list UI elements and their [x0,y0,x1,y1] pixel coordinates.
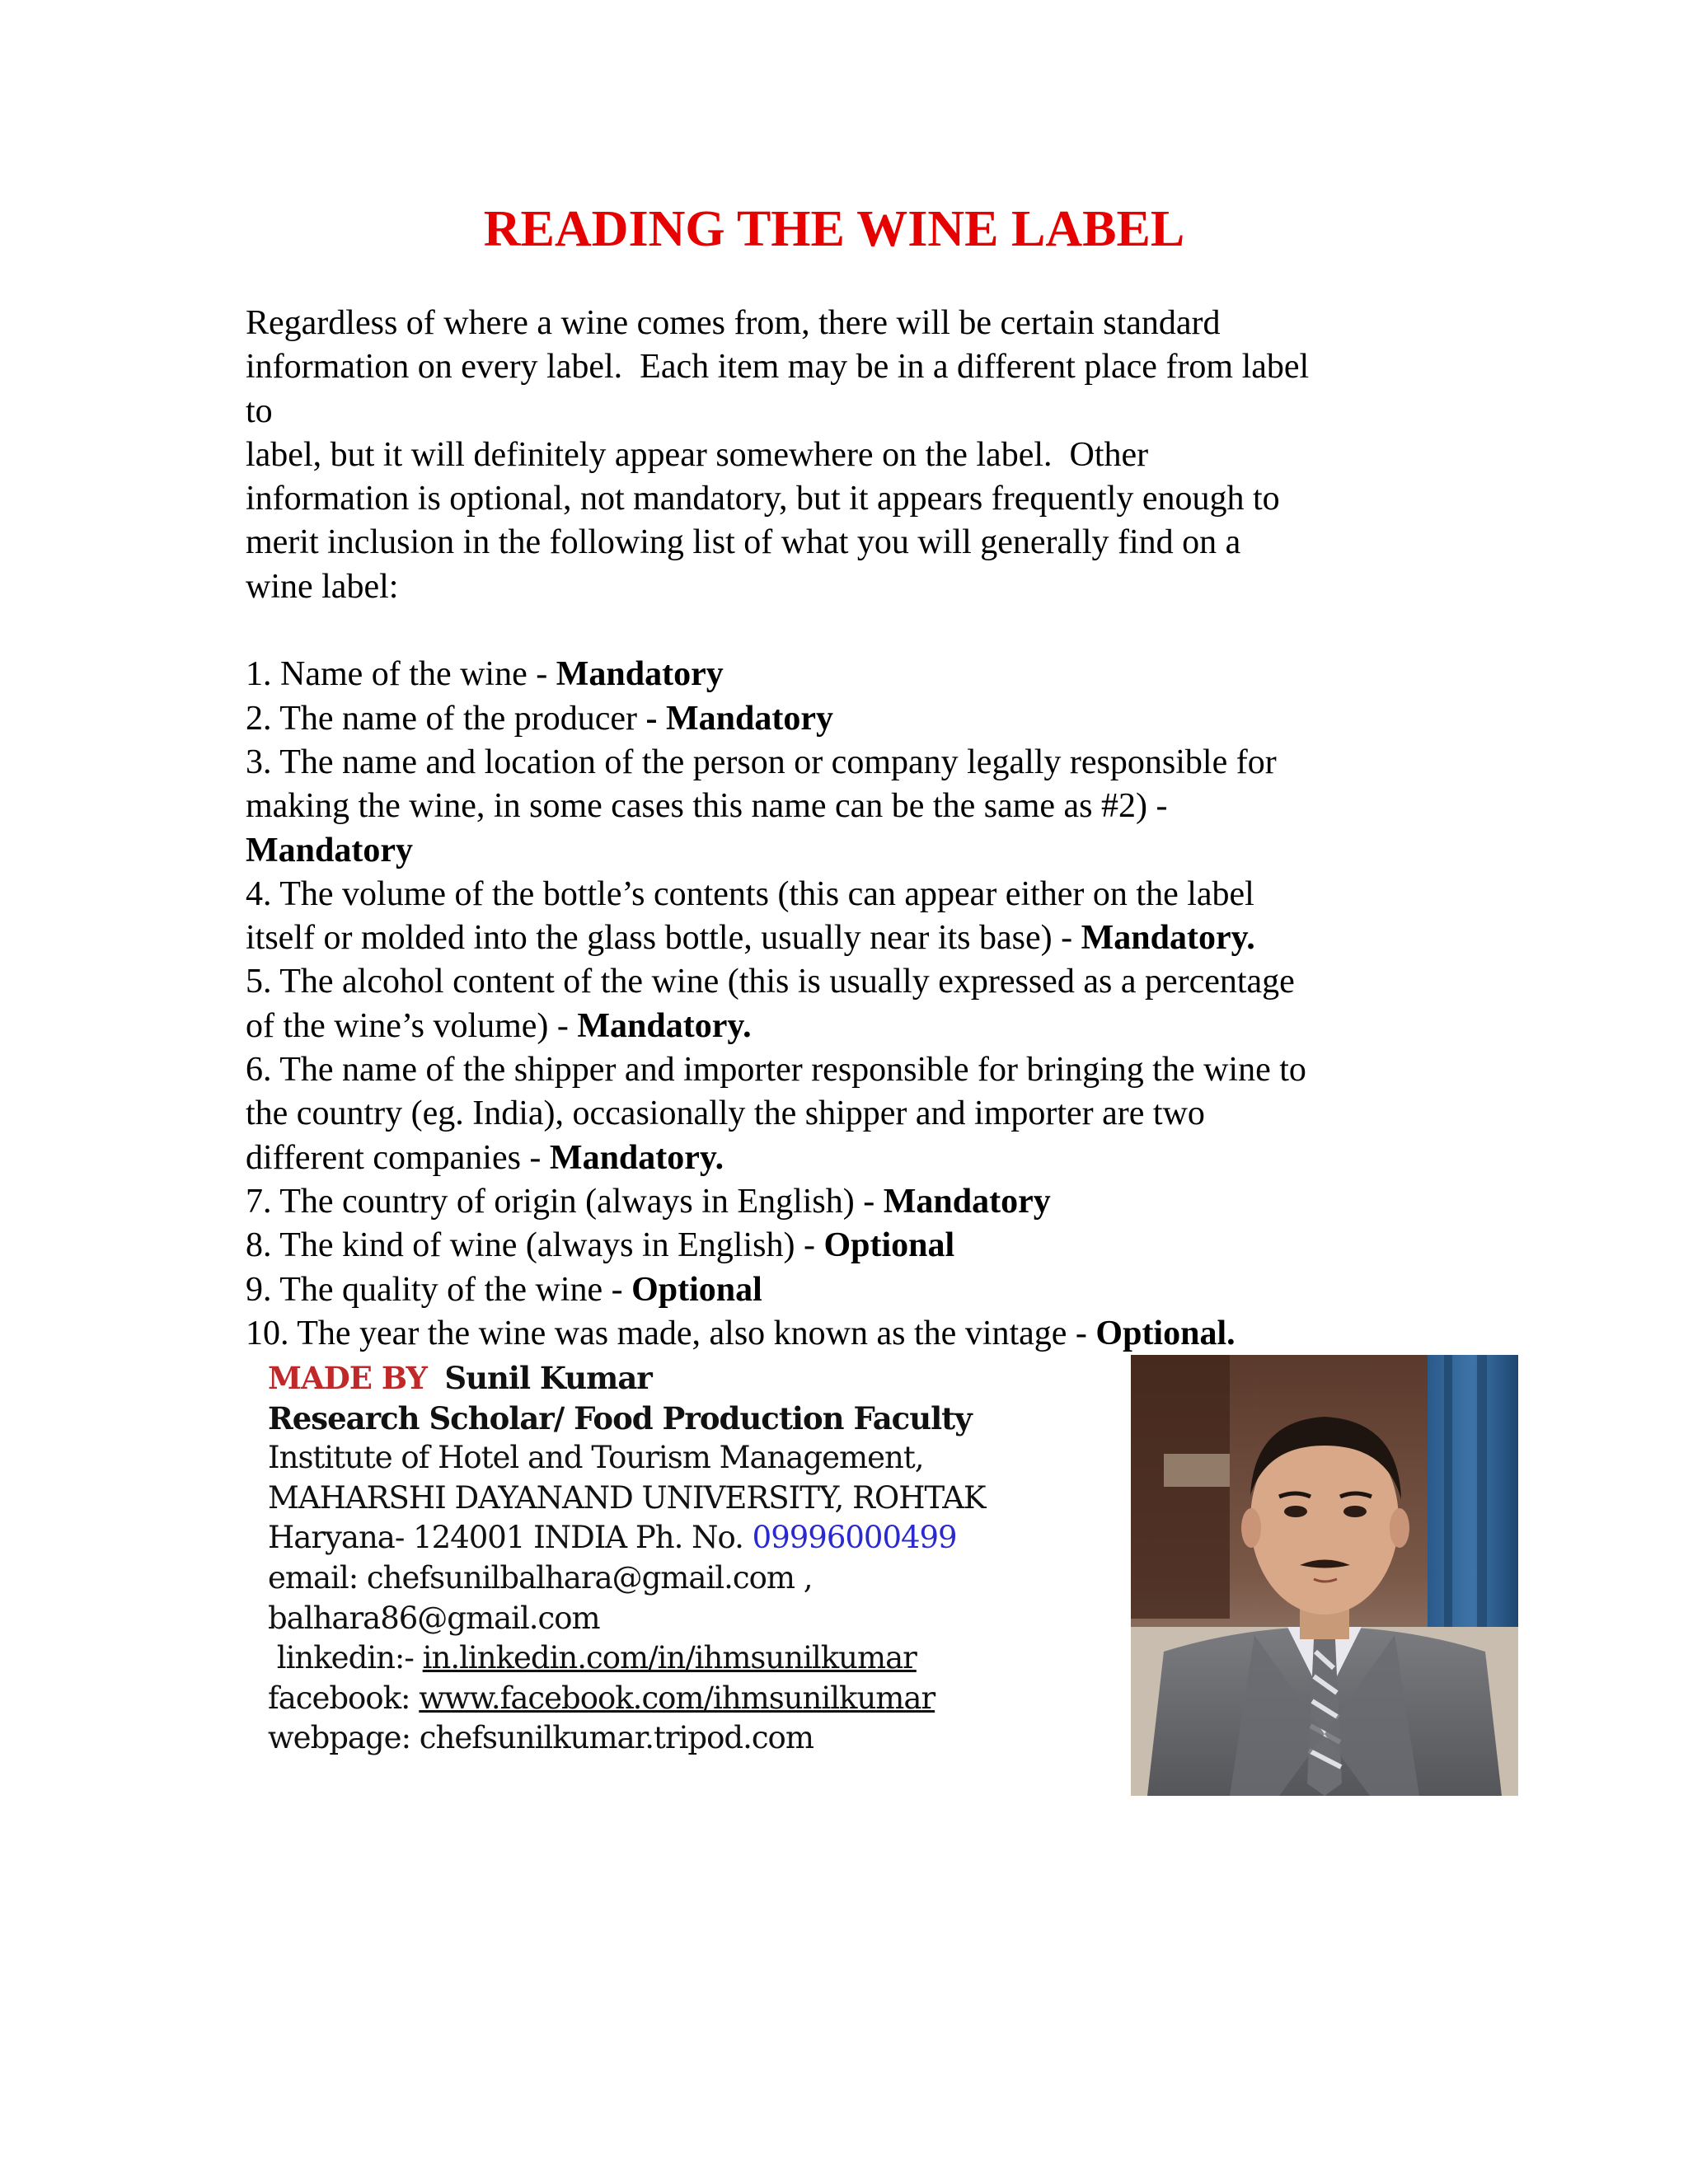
list-item-requirement: Mandatory [246,831,413,869]
intro-line: label, but it will definitely appear somewhere on the label. Other [246,435,1149,474]
label-items-list [246,653,1482,1356]
author-credits [268,1358,1092,1759]
intro-line: information is optional, not mandatory, but it appears frequently enough to [246,480,1280,518]
intro-line: to [246,391,273,430]
intro-line: merit inclusion in the following list of what you will generally find on a [246,523,1241,562]
list-item [246,1005,1482,1048]
author-name: Sunil Kumar [444,1360,652,1396]
list-item [246,829,1482,873]
list-item [246,1092,1482,1136]
author-linkedin-line [268,1638,1092,1679]
list-item-text: 5. The alcohol content of the wine (this is usually expressed as a percentage [246,963,1295,1001]
list-item-text: 1. Name of the wine - [246,655,556,694]
linkedin-link[interactable]: in.linkedin.com/in/ihmsunilkumar [422,1640,917,1676]
list-item [246,697,1482,741]
list-item-requirement: Mandatory [883,1182,1051,1221]
list-item-text: the country (eg. India), occasionally the shipper and importer are two [246,1094,1205,1133]
list-item-text: 4. The volume of the bottle’s contents (this can appear either on the label [246,874,1254,913]
list-item [246,916,1482,960]
author-webpage[interactable]: webpage: chefsunilkumar.tripod.com [268,1720,814,1756]
list-item-text: 2. The name of the producer [246,699,646,738]
author-photo [1131,1355,1518,1796]
author-phone[interactable]: 09996000499 [752,1520,957,1556]
list-item-requirement: Mandatory. [577,1006,752,1045]
list-item [246,1137,1482,1180]
list-item-text: 9. The quality of the wine - [246,1270,632,1309]
document-body [246,302,1482,1356]
made-by-label: MADE BY [268,1360,427,1396]
credit-made-by-line [268,1358,1092,1399]
list-item [246,873,1482,916]
author-portrait-image [1131,1355,1518,1796]
author-university: MAHARSHI DAYANAND UNIVERSITY, ROHTAK [268,1479,986,1516]
linkedin-label: linkedin:- [268,1640,423,1676]
list-item-requirement: Optional [631,1270,762,1309]
list-item [246,1224,1482,1268]
intro-paragraph [246,302,1482,609]
author-email-2[interactable]: balhara86@gmail.com [268,1600,600,1636]
list-item [246,653,1482,696]
blank-line [246,609,1482,653]
author-role: Research Scholar/ Food Production Faculty [268,1399,972,1436]
list-item [246,1268,1482,1312]
author-institute: Institute of Hotel and Tourism Management, [268,1440,924,1476]
list-item-text: of the wine’s volume) - [246,1006,578,1045]
list-item-requirement: Optional. [1095,1314,1236,1352]
list-item-requirement: Optional [823,1226,955,1265]
list-item-text: 7. The country of origin (always in English) - [246,1182,884,1221]
author-facebook-line [268,1679,1092,1719]
list-item [246,785,1482,828]
author-address-line [268,1518,1092,1558]
intro-line: wine label: [246,567,399,606]
facebook-link[interactable]: www.facebook.com/ihmsunilkumar [419,1680,935,1716]
list-item-text: 3. The name and location of the person or company legally responsible for [246,743,1277,781]
list-item-text: 10. The year the wine was made, also known as the vintage - [246,1314,1096,1352]
list-item-text: making the wine, in some cases this name can be the same as #2) - [246,787,1168,826]
list-item-requirement: - Mandatory [645,699,834,738]
list-item [246,741,1482,785]
list-item-text: 6. The name of the shipper and importer responsible for bringing the wine to [246,1051,1306,1090]
list-item-text: 8. The kind of wine (always in English) - [246,1226,824,1265]
list-item-requirement: Mandatory [556,655,724,694]
list-item-requirement: Mandatory. [549,1138,724,1177]
intro-line: Regardless of where a wine comes from, there will be certain standard [246,304,1221,342]
facebook-label: facebook: [268,1680,420,1716]
list-item [246,1048,1482,1092]
list-item [246,1312,1482,1356]
list-item-text: itself or molded into the glass bottle, usually near its base) - [246,919,1081,958]
list-item [246,960,1482,1004]
intro-line: information on every label. Each item may be in a different place from label [246,348,1310,387]
page-title: READING THE WINE LABEL [483,201,1185,257]
author-email[interactable]: email: chefsunilbalhara@gmail.com , [268,1559,813,1596]
list-item-text: different companies - [246,1138,550,1177]
author-address: Haryana- 124001 INDIA Ph. No. [268,1520,753,1556]
list-item [246,1180,1482,1224]
list-item-requirement: Mandatory. [1081,919,1255,958]
